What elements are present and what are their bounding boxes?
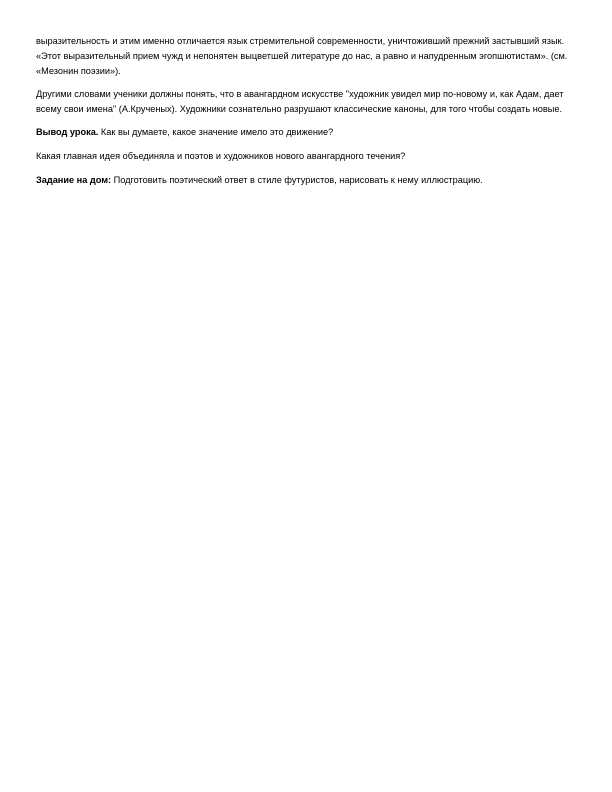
homework-text: Подготовить поэтический ответ в стиле футуристов, нарисовать к нему иллюстрацию. [111, 175, 483, 185]
lesson-conclusion-label: Вывод урока. [36, 127, 99, 137]
paragraph-main-idea-question: Какая главная идея объединяла и поэтов и художников нового авангардного течения? [36, 151, 406, 161]
document-page [36, 34, 576, 196]
paragraph-avant-garde: Другими словами ученики должны понять, что в авангардном искусстве "художник увидел мир по-новому и, как Адам, дает всему свои имена" (А.Крученых). Художники сознательно разрушают классические каноны, для того чтобы создать новые. [36, 89, 564, 114]
paragraph-lesson-conclusion [36, 125, 576, 140]
homework-label: Задание на дом: [36, 175, 112, 185]
paragraph-expressiveness: выразительность и этим именно отличается язык стремительной современности, уничтоживший прежний застывший язык. «Этот выразительный прием чужд и непонятен выцветшей литературе до нас, а равно и напудренным эгопшютистам». (см. «Мезонин поэзии»). [36, 36, 568, 76]
lesson-conclusion-text: Как вы думаете, какое значение имело это движение? [98, 127, 334, 137]
paragraph-homework [36, 173, 576, 188]
